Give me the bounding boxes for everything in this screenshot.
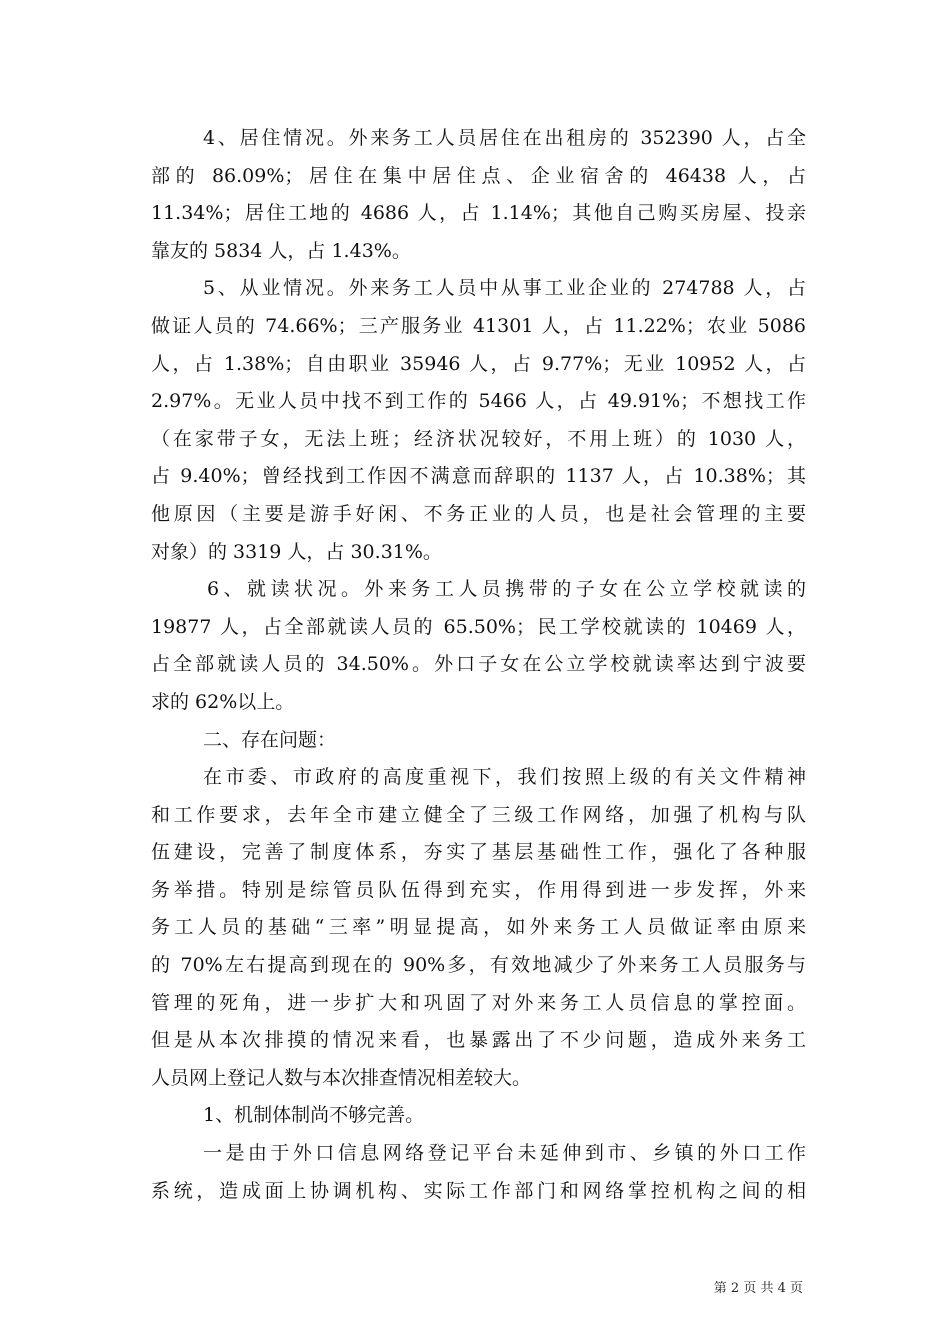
text-line: 他原因（主要是游手好闲、不务正业的人员，也是社会管理的主要 xyxy=(151,502,806,525)
text-line: 人员网上登记人数与本次排查情况相差较大。 xyxy=(151,1066,532,1089)
text-line: 6、就读状况。外来务工人员携带的子女在公立学校就读的 xyxy=(207,578,806,601)
text-line: 伍建设，完善了制度体系，夯实了基层基础性工作，强化了各种服 xyxy=(151,841,806,864)
text-line: 5、从业情况。外来务工人员中从事工业企业的 274788 人，占 xyxy=(203,277,806,300)
section-heading: 二、存在问题： xyxy=(203,728,337,751)
text-line: 一是由于外口信息网络登记平台未延伸到市、乡镇的外口工作 xyxy=(203,1142,806,1165)
text-line: 19877 人，占全部就读人员的 65.50%；民工学校就读的 10469 人， xyxy=(151,615,806,638)
text-line: 务工人员的基础“三率”明显提高，如外来务工人员做证率由原来 xyxy=(151,916,806,939)
text-line: 和工作要求，去年全市建立健全了三级工作网络，加强了机构与队 xyxy=(151,803,806,826)
page-number-footer: 第 2 页 共 4 页 xyxy=(713,1281,803,1296)
document-body xyxy=(151,120,806,1210)
text-line: 管理的死角，进一步扩大和巩固了对外来务工人员信息的掌控面。 xyxy=(151,991,806,1014)
text-line: 求的 62%以上。 xyxy=(151,690,295,713)
text-line: 靠友的 5834 人，占 1.43%。 xyxy=(151,239,411,262)
text-line: 2.97%。无业人员中找不到工作的 5466 人，占 49.91%；不想找工作 xyxy=(151,390,806,413)
text-line: 务举措。特别是综管员队伍得到充实，作用得到进一步发挥，外来 xyxy=(151,878,806,901)
text-line: 4、居住情况。外来务工人员居住在出租房的 352390 人，占全 xyxy=(203,127,806,149)
text-line: 占全部就读人员的 34.50%。外口子女在公立学校就读率达到宁波要 xyxy=(151,653,806,676)
text-line: 做证人员的 74.66%；三产服务业 41301 人，占 11.22%；农业 5086 xyxy=(151,314,806,337)
text-line: 人，占 1.38%；自由职业 35946 人，占 9.77%；无业 10952 人，占 xyxy=(151,352,806,375)
text-line: 占 9.40%；曾经找到工作因不满意而辞职的 1137 人，占 10.38%；其 xyxy=(151,465,806,488)
text-line: 系统，造成面上协调机构、实际工作部门和网络掌控机构之间的相 xyxy=(151,1179,806,1202)
text-line: （在家带子女，无法上班；经济状况较好，不用上班）的 1030 人， xyxy=(151,427,806,450)
text-line: 对象）的 3319 人，占 30.31%。 xyxy=(151,540,442,563)
text-line: 的 70%左右提高到现在的 90%多，有效地减少了外来务工人员服务与 xyxy=(151,954,806,977)
text-line: 在市委、市政府的高度重视下，我们按照上级的有关文件精神 xyxy=(203,766,806,789)
text-line: 11.34%；居住工地的 4686 人，占 1.14%；其他自己购买房屋、投亲 xyxy=(151,202,806,225)
subsection-heading: 1、机制体制尚不够完善。 xyxy=(203,1104,425,1127)
text-line: 部的 86.09%；居住在集中居住点、企业宿舍的 46438 人，占 xyxy=(151,164,806,187)
text-line: 但是从本次排摸的情况来看，也暴露出了不少问题，造成外来务工 xyxy=(151,1029,806,1052)
